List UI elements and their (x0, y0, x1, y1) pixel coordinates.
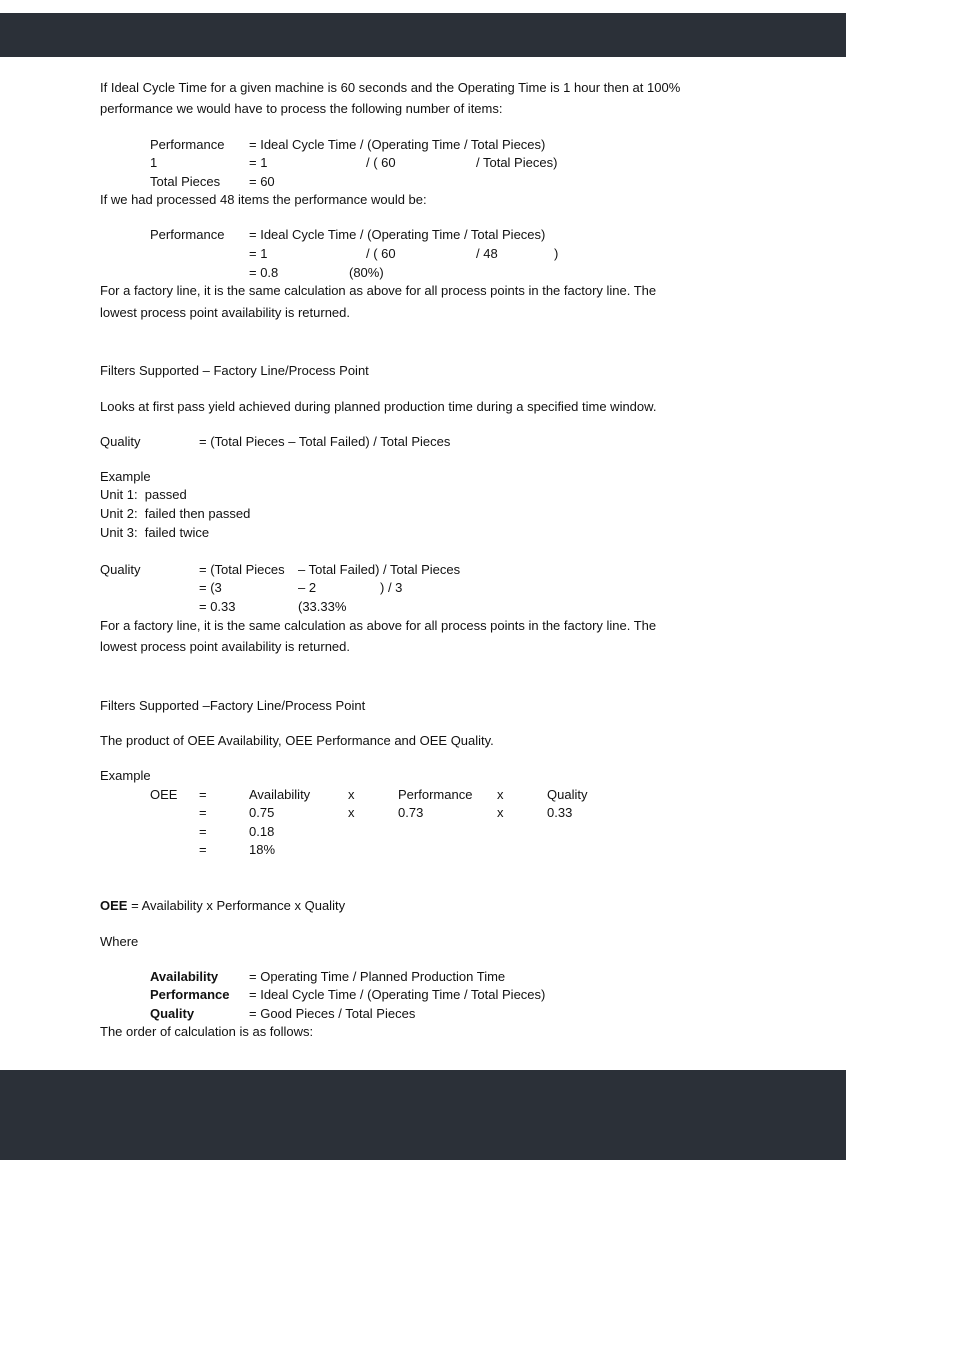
unit-3: Unit 3: failed twice (100, 525, 210, 540)
oee-r1-c7: Quality (547, 787, 588, 802)
perf2-label: Performance (150, 227, 225, 242)
oee-r4-c2: 18% (249, 842, 276, 857)
oee-r1-c4: x (348, 787, 355, 802)
oee-formula-rest: = Availability x Performance x Quality (127, 898, 346, 913)
perf1-label: Performance (150, 137, 225, 152)
def-performance-label: Performance (150, 987, 230, 1002)
oee-r1-c1: OEE (150, 787, 178, 802)
perf1-r3-c2: = 60 (249, 174, 275, 189)
oee-r3-c1: = (199, 824, 207, 839)
factory-note-line-1: For a factory line, it is the same calculation as above for all process points in the factory line. The (100, 283, 657, 298)
quality-formula-label: Quality (100, 434, 141, 449)
processed-48-text: If we had processed 48 items the performance would be: (100, 192, 427, 207)
quality-calc-label: Quality (100, 562, 141, 577)
perf2-r3-c1: = 0.8 (249, 265, 279, 280)
oee-r2-c5: x (497, 805, 504, 820)
oee-r2-c4: 0.73 (398, 805, 424, 820)
oee-r1-c5: Performance (398, 787, 473, 802)
factory-note-line-2: lowest process point availability is returned. (100, 305, 351, 320)
quality-calc-r1-c1: = (Total Pieces (199, 562, 285, 577)
perf2-r2-c4: ) (554, 246, 559, 261)
header-band (0, 13, 846, 57)
oee-r2-c6: 0.33 (547, 805, 573, 820)
perf2-r2-c1: = 1 (249, 246, 268, 261)
def-quality-value: = Good Pieces / Total Pieces (249, 1006, 416, 1021)
footer-band (0, 1070, 846, 1160)
oee-description: The product of OEE Availability, OEE Performance and OEE Quality. (100, 733, 494, 748)
quality-example-label: Example (100, 469, 151, 484)
oee-r1-c2: = (199, 787, 207, 802)
quality-calc-r3-c1: = 0.33 (199, 599, 236, 614)
def-quality-label: Quality (150, 1006, 195, 1021)
def-availability-value: = Operating Time / Planned Production Time (249, 969, 506, 984)
oee-r3-c2: 0.18 (249, 824, 275, 839)
oee-formula (100, 898, 345, 914)
def-performance-value: = Ideal Cycle Time / (Operating Time / Total Pieces) (249, 987, 546, 1002)
intro-line-1: If Ideal Cycle Time for a given machine is 60 seconds and the Operating Time is 1 hour then at 100% (100, 80, 681, 95)
perf2-r2-c3: / 48 (476, 246, 498, 261)
order-of-calculation: The order of calculation is as follows: (100, 1024, 314, 1039)
oee-r2-c1: = (199, 805, 207, 820)
perf2-r3-c2: (80%) (349, 265, 384, 280)
quality-calc-r1-c2: – Total Failed) / Total Pieces (298, 562, 461, 577)
perf1-r2-c2: = 1 (249, 155, 268, 170)
oee-r1-c6: x (497, 787, 504, 802)
oee-r1-c3: Availability (249, 787, 311, 802)
quality-formula: = (Total Pieces – Total Failed) / Total Pieces (199, 434, 451, 449)
oee-r4-c1: = (199, 842, 207, 857)
quality-filters: Filters Supported – Factory Line/Process Point (100, 363, 369, 378)
oee-where: Where (100, 934, 139, 949)
intro-line-2: performance we would have to process the following number of items: (100, 101, 503, 116)
quality-calc-r3-c2: (33.33% (298, 599, 347, 614)
perf1-formula: = Ideal Cycle Time / (Operating Time / Total Pieces) (249, 137, 546, 152)
def-availability-label: Availability (150, 969, 219, 984)
quality-note-line-2: lowest process point availability is returned. (100, 639, 351, 654)
quality-note-line-1: For a factory line, it is the same calculation as above for all process points in the factory line. The (100, 618, 657, 633)
quality-calc-r2-c1: = (3 (199, 580, 222, 595)
oee-r2-c3: x (348, 805, 355, 820)
perf2-formula: = Ideal Cycle Time / (Operating Time / Total Pieces) (249, 227, 546, 242)
quality-description: Looks at first pass yield achieved during planned production time during a specified time window. (100, 399, 657, 414)
perf1-r3-c1: Total Pieces (150, 174, 221, 189)
unit-1: Unit 1: passed (100, 487, 187, 502)
unit-2: Unit 2: failed then passed (100, 506, 251, 521)
quality-calc-r2-c3: ) / 3 (380, 580, 403, 595)
perf2-r2-c2: / ( 60 (366, 246, 396, 261)
oee-example-label: Example (100, 768, 151, 783)
perf1-r2-c1: 1 (150, 155, 158, 170)
quality-calc-r2-c2: – 2 (298, 580, 317, 595)
perf1-r2-c4: / Total Pieces) (476, 155, 558, 170)
perf1-r2-c3: / ( 60 (366, 155, 396, 170)
oee-r2-c2: 0.75 (249, 805, 275, 820)
oee-filters: Filters Supported –Factory Line/Process Point (100, 698, 366, 713)
oee-formula-bold: OEE (100, 898, 128, 913)
